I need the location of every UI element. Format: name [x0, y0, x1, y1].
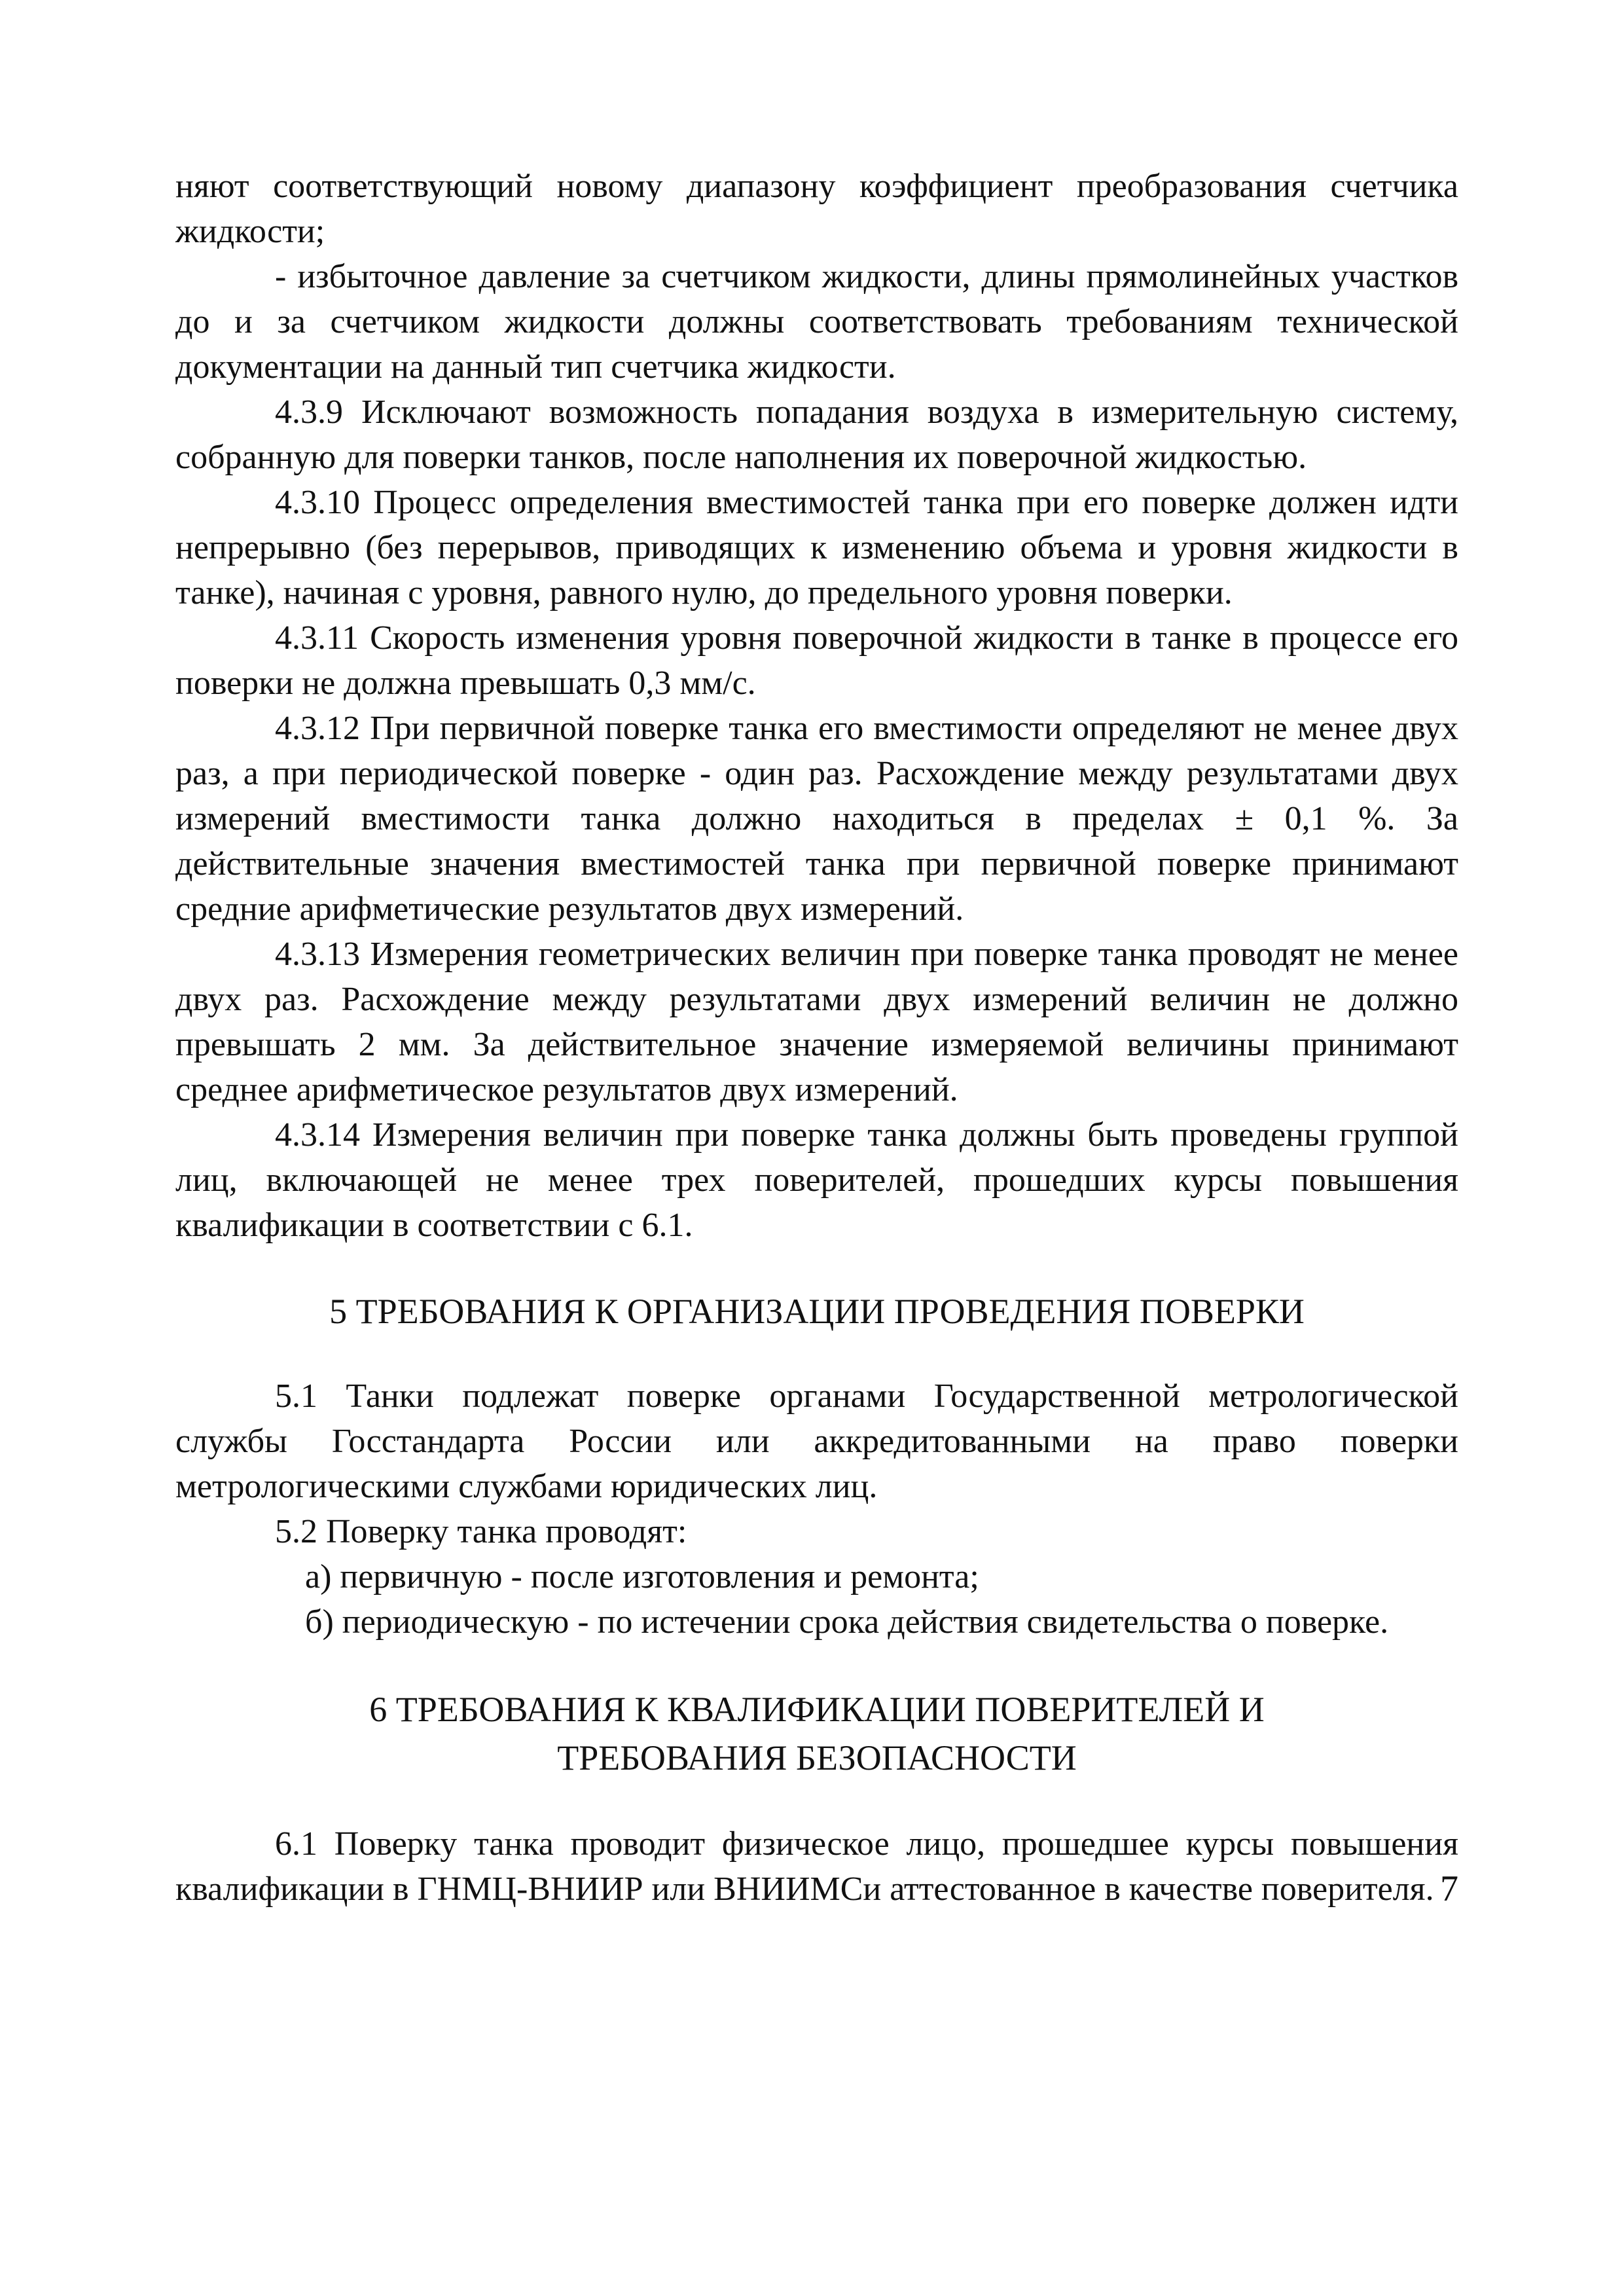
paragraph-4-3-11: 4.3.11 Скорость изменения уровня поверочной жидкости в танке в процессе его поверки не должна превышать 0,3 мм/с.	[175, 619, 1458, 702]
paragraph-continuation: няют соответствующий новому диапазону коэффициент преобразования счетчика жидкости;	[175, 168, 1458, 250]
list-item-a: а) первичную - после изготовления и ремонта;	[305, 1558, 979, 1595]
paragraph-4-3-12: 4.3.12 При первичной поверке танка его вместимости определяют не менее двух раз, а при периодической поверке - один раз. Расхождение между результатами двух измерений вместимости танка должно находиться в пределах ± 0,1 %. За действительные значения вместимостей танка при первичной поверке принимают средние арифметические результатов двух измерений.	[175, 710, 1458, 928]
page-number: 7	[1440, 1868, 1458, 1909]
paragraph-5-1: 5.1 Танки подлежат поверке органами Государственной метрологической службы Госстандарта России или аккредитованными на право поверки метрологическими службами юридических лиц.	[175, 1377, 1458, 1505]
last-block	[175, 1821, 1458, 1912]
paragraph-4-3-10: 4.3.10 Процесс определения вместимостей танка при его поверке должен идти непрерывно (без перерывов, приводящих к изменению объема и уровня жидкости в танке), начиная с уровня, равного нулю, до предельного уровня поверки.	[175, 484, 1458, 611]
paragraph-pressure: - избыточное давление за счетчиком жидкости, длины прямолинейных участков до и за счетчиком жидкости должны соответствовать требованиям технической документации на данный тип счетчика жидкости.	[175, 258, 1458, 386]
paragraph-4-3-13: 4.3.13 Измерения геометрических величин при поверке танка проводят не менее двух раз. Расхождение между результатами двух измерений величин не должно превышать 2 мм. За действительное значение измеряемой величины принимают среднее арифметическое результатов двух измерений.	[175, 936, 1458, 1108]
paragraph-4-3-9: 4.3.9 Исключают возможность попадания воздуха в измерительную систему, собранную для поверки танков, после наполнения их поверочной жидкостью.	[175, 393, 1458, 476]
section-6-heading-line2: ТРЕБОВАНИЯ БЕЗОПАСНОСТИ	[557, 1738, 1077, 1777]
section-6-heading-line1: 6 ТРЕБОВАНИЯ К КВАЛИФИКАЦИИ ПОВЕРИТЕЛЕЙ И	[369, 1690, 1265, 1729]
section-6-heading	[175, 1685, 1458, 1782]
paragraph-5-2: 5.2 Поверку танка проводят:	[275, 1513, 687, 1550]
paragraph-4-3-14: 4.3.14 Измерения величин при поверке танка должны быть проведены группой лиц, включающей не менее трех поверителей, прошедших курсы повышения квалификации в соответствии с 6.1.	[175, 1116, 1458, 1244]
section-5-heading: 5 ТРЕБОВАНИЯ К ОРГАНИЗАЦИИ ПРОВЕДЕНИЯ ПОВЕРКИ	[329, 1292, 1305, 1331]
list-item-b: б) периодическую - по истечении срока действия свидетельства о поверке.	[305, 1603, 1389, 1641]
paragraph-6-1: 6.1 Поверку танка проводит физическое лицо, прошедшее курсы повышения квалификации в ГНМЦ-ВНИИР или ВНИИМСи аттестованное в качестве поверителя.	[175, 1825, 1458, 1908]
document-page	[175, 164, 1458, 1912]
